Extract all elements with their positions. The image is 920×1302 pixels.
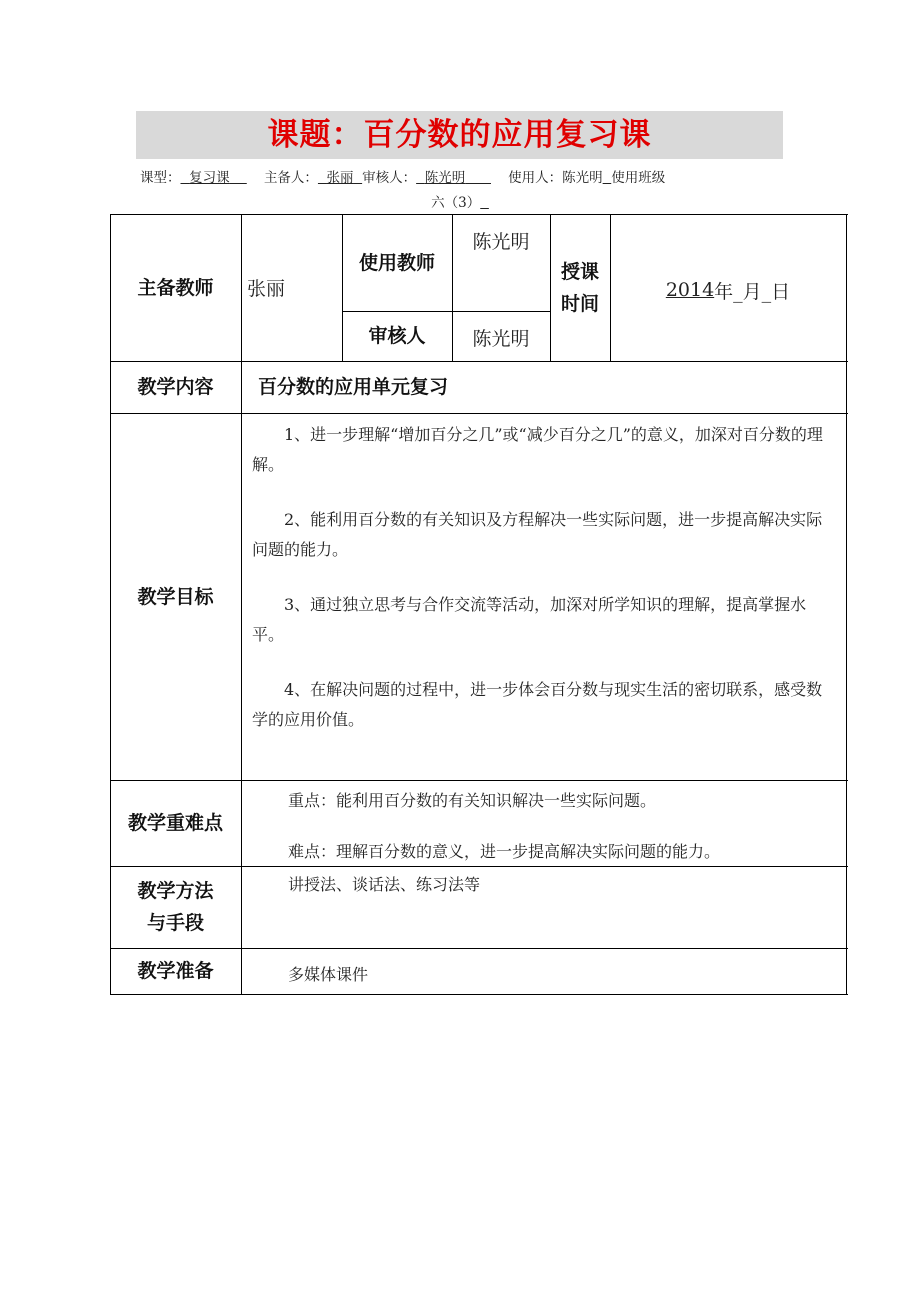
goal-item: 4、在解决问题的过程中，进一步体会百分数与现实生活的密切联系，感受数学的应用价值。	[252, 680, 823, 729]
type-value: 复习课	[189, 170, 230, 186]
prep-label: 教学准备	[137, 960, 214, 982]
reviewer-label: 审核人：	[362, 170, 417, 186]
type-label: 课型：	[140, 170, 181, 186]
time-label	[550, 256, 610, 320]
date-rest: 年_月_日	[714, 280, 791, 303]
user-label: 使用人：陈光明	[508, 170, 603, 186]
table-border-right	[846, 214, 847, 995]
table-border-bottom	[110, 994, 848, 995]
time-label-line1: 授课	[560, 261, 599, 283]
using-teacher-label: 使用教师	[358, 252, 435, 274]
class-value: 六（3）	[431, 195, 481, 211]
date-value	[610, 272, 846, 308]
reviewer-value: 陈光明	[424, 170, 466, 186]
goals-label: 教学目标	[137, 585, 214, 608]
meta-line	[140, 168, 800, 189]
column-divider	[241, 214, 242, 995]
content-label: 教学内容	[137, 376, 214, 398]
prep-value: 多媒体课件	[288, 965, 369, 984]
key-point: 重点：能利用百分数的有关知识解决一些实际问题。	[288, 791, 657, 810]
goal-item: 2、能利用百分数的有关知识及方程解决一些实际问题，进一步提高解决实际问题的能力。	[252, 510, 823, 559]
date-year: 2014	[665, 279, 715, 301]
using-teacher-value: 陈光明	[472, 230, 530, 253]
reviewer-label: 审核人	[368, 325, 426, 347]
main-teacher-value: 张丽	[246, 277, 285, 300]
method-value: 讲授法、谈话法、练习法等	[288, 875, 481, 894]
content-value: 百分数的应用单元复习	[258, 376, 449, 398]
preparer-value: 张丽	[326, 170, 354, 186]
goals-list	[252, 420, 838, 760]
preparer-label: 主备人：	[263, 170, 318, 186]
class-label: 使用班级	[611, 170, 666, 186]
goal-item: 1、进一步理解“增加百分之几”或“减少百分之几”的意义，加深对百分数的理解。	[252, 425, 823, 474]
time-label-line2: 时间	[560, 293, 599, 315]
page-title: 课题：百分数的应用复习课	[267, 117, 652, 153]
lesson-table	[110, 214, 848, 995]
method-label-line2: 与手段	[146, 912, 204, 934]
title-band	[136, 111, 783, 159]
method-label	[110, 866, 241, 948]
main-teacher-label: 主备教师	[137, 276, 214, 299]
difficult-point: 难点：理解百分数的意义，进一步提高解决实际问题的能力。	[288, 842, 721, 861]
goal-item: 3、通过独立思考与合作交流等活动，加深对所学知识的理解，提高掌握水平。	[252, 595, 807, 644]
key-points-label: 教学重难点	[127, 812, 223, 834]
method-label-line1: 教学方法	[137, 880, 214, 902]
class-line	[0, 191, 920, 211]
reviewer-value: 陈光明	[472, 327, 530, 350]
